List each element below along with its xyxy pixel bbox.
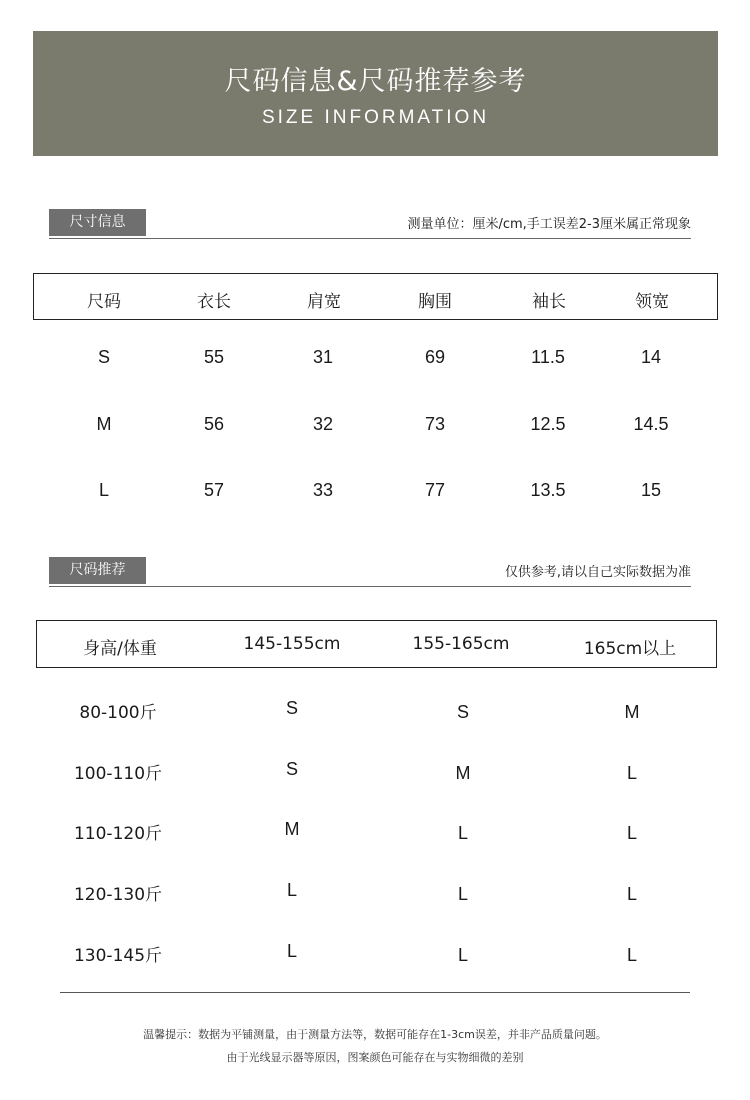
size-rec-cell: L xyxy=(626,823,638,843)
size-info-cell: 77 xyxy=(424,480,446,500)
size-rec-section-header xyxy=(49,557,691,587)
size-rec-cell: L xyxy=(626,763,638,783)
divider xyxy=(49,586,691,587)
size-info-cell: 56 xyxy=(203,414,225,434)
size-rec-weight-cell: 120-130斤 xyxy=(73,885,163,905)
size-info-header-cell: 肩宽 xyxy=(307,292,341,312)
size-info-cell: 73 xyxy=(424,414,446,434)
size-rec-cell: L xyxy=(457,945,469,965)
size-rec-cell: L xyxy=(626,884,638,904)
size-info-cell: 14 xyxy=(640,347,662,367)
size-rec-cell: L xyxy=(286,941,298,961)
size-info-tag: 尺寸信息 xyxy=(49,209,146,236)
size-info-header-row xyxy=(33,273,718,320)
size-info-cell: 32 xyxy=(312,414,334,434)
size-info-header-cell: 衣长 xyxy=(197,292,231,312)
size-info-cell: 12.5 xyxy=(530,414,566,434)
size-rec-cell: S xyxy=(285,698,299,718)
size-info-cell: 13.5 xyxy=(530,480,566,500)
size-rec-cell: L xyxy=(286,880,298,900)
size-info-cell: 57 xyxy=(203,480,225,500)
size-rec-header-row xyxy=(36,620,717,668)
size-rec-weight-cell: 80-100斤 xyxy=(79,703,157,723)
size-rec-tag: 尺码推荐 xyxy=(49,557,146,584)
size-info-cell: 14.5 xyxy=(633,414,669,434)
page-subtitle: SIZE INFORMATION xyxy=(261,107,490,128)
size-rec-header-cell: 身高/体重 xyxy=(83,639,157,659)
size-rec-cell: S xyxy=(456,702,470,722)
size-info-cell: 69 xyxy=(424,347,446,367)
size-rec-weight-cell: 110-120斤 xyxy=(73,824,163,844)
size-info-header-cell: 袖长 xyxy=(532,292,566,312)
size-info-header-cell: 尺码 xyxy=(87,292,121,312)
size-rec-weight-cell: 100-110斤 xyxy=(73,764,163,784)
size-info-cell: M xyxy=(96,414,112,434)
footer-tip: 温馨提示：数据为平铺测量，由于测量方法等，数据可能存在1-3cm误差，并非产品质量问题。 xyxy=(143,1028,607,1041)
footer-divider xyxy=(60,992,690,993)
divider xyxy=(49,238,691,239)
size-info-cell: 11.5 xyxy=(531,347,565,367)
size-rec-cell: M xyxy=(624,702,640,722)
size-rec-weight-cell: 130-145斤 xyxy=(73,946,163,966)
size-info-cell: 31 xyxy=(312,347,334,367)
size-rec-cell: L xyxy=(626,945,638,965)
size-info-cell: 33 xyxy=(312,480,334,500)
size-info-header-cell: 胸围 xyxy=(418,292,452,312)
size-info-cell: 55 xyxy=(203,347,225,367)
size-rec-cell: L xyxy=(457,823,469,843)
size-rec-cell: M xyxy=(284,819,300,839)
size-rec-cell: S xyxy=(285,759,299,779)
size-info-header-cell: 领宽 xyxy=(635,292,669,312)
size-rec-header-cell: 165cm以上 xyxy=(583,639,677,659)
size-rec-cell: L xyxy=(457,884,469,904)
size-info-cell: L xyxy=(98,480,110,500)
size-rec-header-cell: 145-155cm xyxy=(243,634,341,654)
size-info-section-header xyxy=(49,209,691,239)
size-info-cell: S xyxy=(97,347,111,367)
page-title: 尺码信息&尺码推荐参考 xyxy=(224,66,527,97)
size-info-cell: 15 xyxy=(640,480,662,500)
header-banner xyxy=(33,31,718,156)
size-info-note: 测量单位：厘米/cm,手工误差2-3厘米属正常现象 xyxy=(407,217,691,232)
size-rec-header-cell: 155-165cm xyxy=(412,634,510,654)
size-rec-note: 仅供参考,请以自己实际数据为准 xyxy=(504,565,691,580)
size-rec-cell: M xyxy=(455,763,471,783)
footer-tip: 由于光线显示器等原因，图案颜色可能存在与实物细微的差别 xyxy=(226,1051,524,1064)
